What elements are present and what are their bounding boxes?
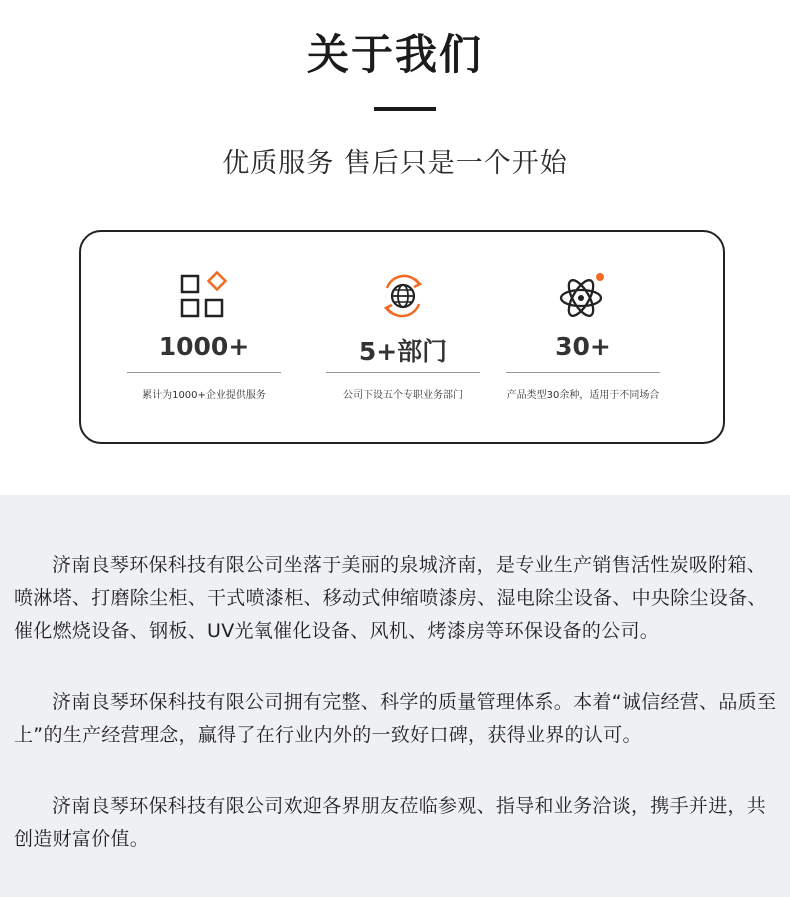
atom-icon xyxy=(557,270,609,322)
stats-card xyxy=(79,230,725,444)
stat-products xyxy=(506,232,660,442)
stat-description: 公司下设五个专职业务部门 xyxy=(343,390,463,401)
stat-description: 产品类型30余种，适用于不同场合 xyxy=(506,390,660,401)
stat-number: 5+部门 xyxy=(358,337,448,366)
stat-description: 累计为1000+企业提供服务 xyxy=(142,390,266,401)
stat-number: 1000+ xyxy=(158,332,250,361)
about-paragraph: 济南良琴环保科技有限公司拥有完整、科学的质量管理体系。本着“诚信经营、品质至上”的生产经营理念，赢得了在行业内外的一致好口碑，获得业界的认可。 xyxy=(14,691,777,746)
divider xyxy=(326,372,480,373)
page-subtitle: 优质服务 售后只是一个开始 xyxy=(222,148,568,179)
page-title: 关于我们 xyxy=(306,30,483,79)
grid-blocks-icon xyxy=(178,270,230,322)
title-underline xyxy=(374,107,436,111)
stat-clients xyxy=(127,232,281,442)
globe-refresh-icon xyxy=(377,270,429,322)
stat-departments xyxy=(326,232,480,442)
divider xyxy=(506,372,660,373)
stat-number: 30+ xyxy=(555,332,611,361)
about-paragraph: 济南良琴环保科技有限公司坐落于美丽的泉城济南，是专业生产销售活性炭吸附箱、喷淋塔、打磨除尘柜、干式喷漆柜、移动式伸缩喷漆房、湿电除尘设备、中央除尘设备、催化燃烧设备、钢板、UV光氧催化设备、风机、烤漆房等环保设备的公司。 xyxy=(14,554,767,642)
divider xyxy=(127,372,281,373)
about-paragraph: 济南良琴环保科技有限公司欢迎各界朋友莅临参观、指导和业务洽谈，携手并进，共创造财富价值。 xyxy=(14,795,767,850)
